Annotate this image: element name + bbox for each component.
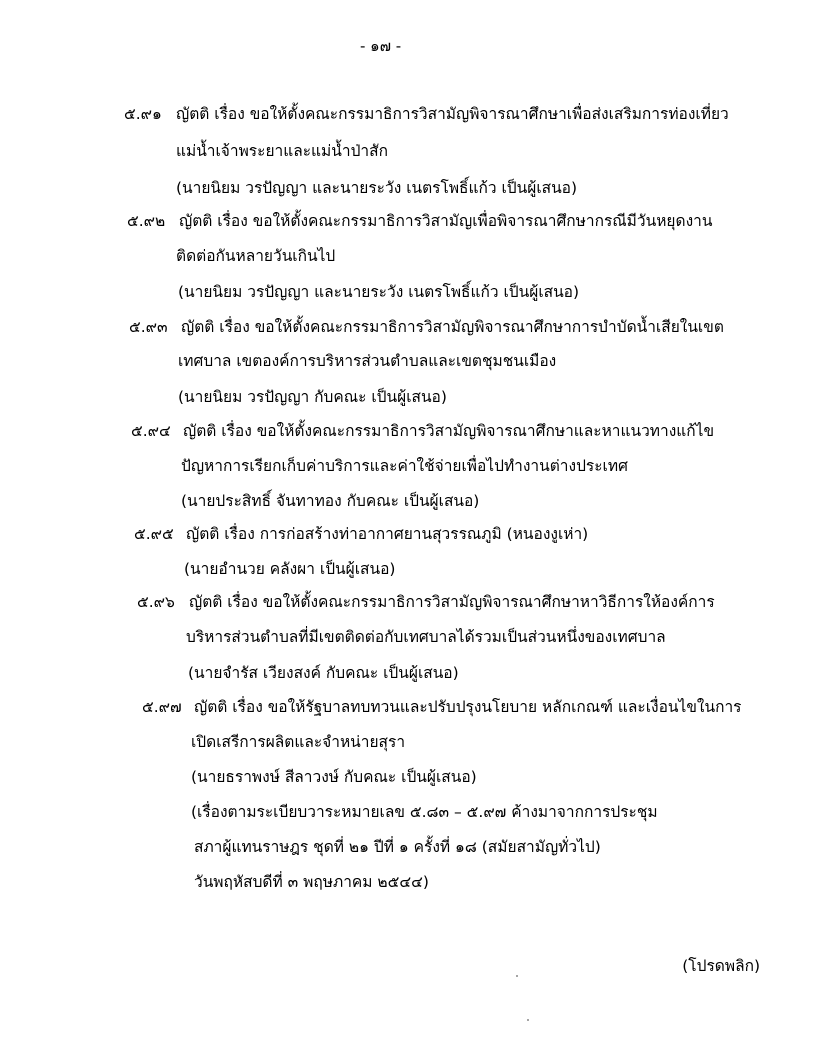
- agenda-item-title: [134, 524, 588, 544]
- page-number: - ๑๗ -: [360, 37, 402, 55]
- agenda-item-number: ๕.๙๓: [129, 318, 168, 336]
- agenda-item-title: [124, 104, 729, 124]
- agenda-item-title: [142, 697, 742, 717]
- agenda-item-continuation: เปิดเสรีการผลิตและจำหน่ายสุรา: [191, 733, 406, 751]
- agenda-note-line: สภาผู้แทนราษฎร ชุดที่ ๒๑ ปีที่ ๑ ครั้งที่ ๑๘ (สมัยสามัญทั่วไป): [194, 838, 601, 856]
- agenda-item-number: ๕.๙๗: [142, 698, 182, 716]
- agenda-item-number: ๕.๙๒: [127, 212, 166, 230]
- agenda-note-line: (เรื่องตามระเบียบวาระหมายเลข ๕.๘๓ – ๕.๙๗ ค้างมาจากการประชุม: [191, 803, 658, 821]
- scan-speck: [527, 1019, 529, 1021]
- agenda-item-number: ๕.๙๕: [134, 525, 174, 543]
- agenda-item-continuation: เทศบาล เขตองค์การบริหารส่วนตำบลและเขตชุมชนเมือง: [178, 352, 557, 370]
- agenda-item-title-text: ญัตติ เรื่อง ขอให้ตั้งคณะกรรมาธิการวิสามัญพิจารณาศึกษาและหาแนวทางแก้ไข: [183, 422, 715, 440]
- agenda-item-title: [127, 211, 712, 231]
- agenda-item-title: [129, 317, 724, 337]
- agenda-item-proposer: (นายนิยม วรปัญญา และนายระวัง เนตรโพธิ์แก้ว เป็นผู้เสนอ): [176, 179, 578, 197]
- agenda-item-title: [131, 421, 714, 441]
- agenda-item-number: ๕.๙๖: [137, 593, 175, 611]
- agenda-item-title-text: ญัตติ เรื่อง ขอให้ตั้งคณะกรรมาธิการวิสามัญพิจารณาศึกษาเพื่อส่งเสริมการท่องเที่ยว: [176, 105, 729, 123]
- agenda-item-title: [137, 592, 715, 612]
- agenda-item-proposer: (นายนิยม วรปัญญา และนายระวัง เนตรโพธิ์แก้ว เป็นผู้เสนอ): [178, 283, 580, 301]
- agenda-item-continuation: แม่น้ำเจ้าพระยาและแม่น้ำป่าสัก: [176, 142, 388, 160]
- agenda-item-proposer: (นายอำนวย คลังผา เป็นผู้เสนอ): [184, 560, 396, 578]
- agenda-item-title-text: ญัตติ เรื่อง ขอให้รัฐบาลทบทวนและปรับปรุงนโยบาย หลักเกณฑ์ และเงื่อนไขในการ: [194, 698, 742, 716]
- agenda-item-title-text: ญัตติ เรื่อง ขอให้ตั้งคณะกรรมาธิการวิสามัญเพื่อพิจารณาศึกษากรณีมีวันหยุดงาน: [179, 212, 713, 230]
- agenda-item-continuation: บริหารส่วนตำบลที่มีเขตติดต่อกับเทศบาลได้รวมเป็นส่วนหนึ่งของเทศบาล: [186, 628, 666, 646]
- agenda-item-title-text: ญัตติ เรื่อง ขอให้ตั้งคณะกรรมาธิการวิสามัญพิจารณาศึกษาหาวิธีการให้องค์การ: [189, 593, 715, 611]
- agenda-item-proposer: (นายธราพงษ์ สีลาวงษ์ กับคณะ เป็นผู้เสนอ): [191, 768, 477, 786]
- agenda-item-proposer: (นายนิยม วรปัญญา กับคณะ เป็นผู้เสนอ): [178, 388, 447, 406]
- agenda-item-continuation: ติดต่อกันหลายวันเกินไป: [176, 247, 336, 265]
- agenda-item-continuation: ปัญหาการเรียกเก็บค่าบริการและค่าใช้จ่ายเพื่อไปทำงานต่างประเทศ: [181, 457, 628, 475]
- page-turn-note: (โปรดพลิก): [682, 957, 760, 975]
- agenda-note-line: วันพฤหัสบดีที่ ๓ พฤษภาคม ๒๕๔๔): [194, 873, 429, 891]
- scan-speck: [516, 975, 518, 977]
- agenda-item-number: ๕.๙๑: [124, 105, 162, 123]
- agenda-item-number: ๕.๙๔: [131, 422, 171, 440]
- agenda-item-title-text: ญัตติ เรื่อง ขอให้ตั้งคณะกรรมาธิการวิสามัญพิจารณาศึกษาการบำบัดน้ำเสียในเขต: [181, 318, 724, 336]
- agenda-item-proposer: (นายจำรัส เวียงสงค์ กับคณะ เป็นผู้เสนอ): [188, 664, 459, 682]
- agenda-item-title-text: ญัตติ เรื่อง การก่อสร้างท่าอากาศยานสุวรรณภูมิ (หนองงูเห่า): [186, 525, 589, 543]
- agenda-item-proposer: (นายประสิทธิ์ จันทาทอง กับคณะ เป็นผู้เสนอ): [181, 492, 480, 510]
